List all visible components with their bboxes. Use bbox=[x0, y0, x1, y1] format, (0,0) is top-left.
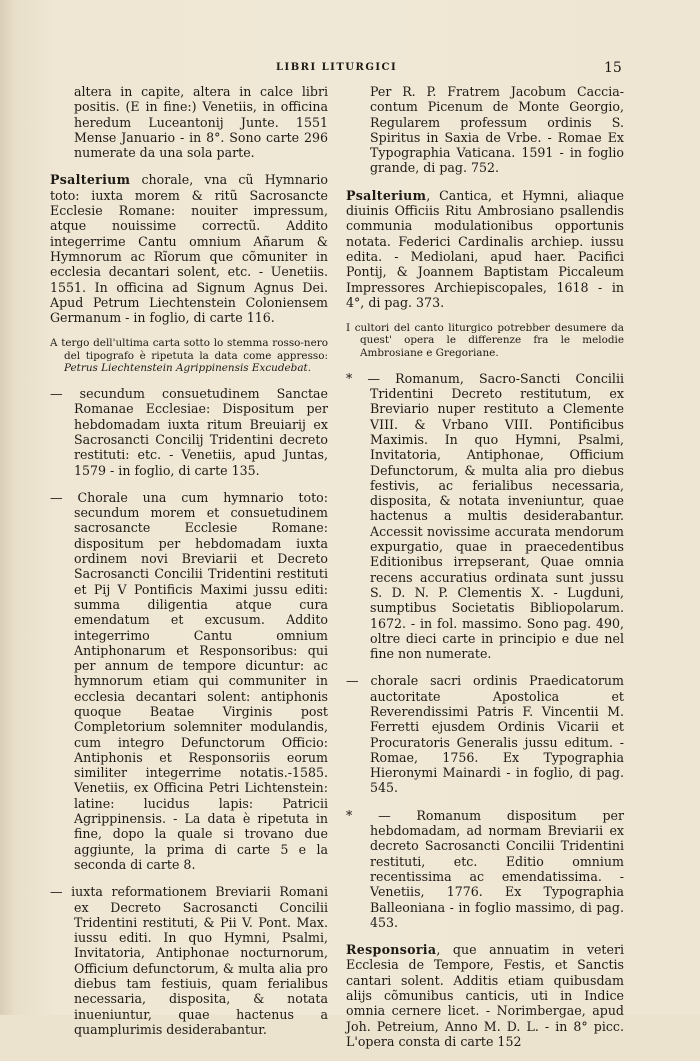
page-gutter-shadow bbox=[0, 0, 14, 1015]
right-column bbox=[346, 84, 624, 1061]
catalog-subentry: — chorale sacri ordinis Praedicatorum auctoritate Apostolica et Reverendissimi Patris F. Vincentii M. Ferretti ejusdem Ordinis Vicarii et Procuratoris Generalis jussu editum. - Romae, 1756. Ex Typographia Hieronymi Mainardi - in foglio, di pag. 545. bbox=[346, 673, 624, 796]
page-number: 15 bbox=[604, 60, 622, 76]
editorial-note: I cultori del canto liturgico potrebber desumere da quest' opera le differenze fra le melodie Ambrosiane e Gregoriane. bbox=[346, 322, 624, 359]
entry-headword: Psalterium bbox=[346, 187, 427, 203]
catalog-subentry: — secundum consuetudinem Sanctae Romanae Ecclesiae: Dispositum per hebdomadam iuxta ritum Breuiarij ex Sacrosancti Concilij Tridentini decreto restituti: etc. - Venetiis, apud Juntas, 1579 - in foglio, di carte 135. bbox=[50, 386, 328, 478]
editorial-note: A tergo dell'ultima carta sotto lo stemma rosso-nero del tipografo è ripetuta la data come appresso: Petrus Liechtenstein Agrippinensis Excudebat. bbox=[50, 337, 328, 374]
catalog-subentry: — iuxta reformationem Breviarii Romani ex Decreto Sacrosancti Concilii Tridentini restituti, & Pii V. Pont. Max. iussu editi. In quo Hymni, Psalmi, Invitatoria, Antiphonae nocturnorum, Officium defunctorum, & multa alia pro diebus tam festiuis, quam ferialibus necessaria, disposita, & notata inueniuntur, quae hactenus a quamplurimis desiderabantur. bbox=[50, 884, 328, 1037]
catalog-subentry: * — Romanum dispositum per hebdomadam, ad normam Breviarii ex decreto Sacrosancti Concilii Tridentini restituti, etc. Editio omnium recentissima ac emendatissima. - Venetiis, 1776. Ex Typographia Balleoniana - in foglio massimo, di pag. 453. bbox=[346, 807, 624, 930]
catalog-entry: Psalterium chorale, vna cũ Hymnario toto: iuxta morem & ritũ Sacrosancte Ecclesie Romane: nouiter impressum, atque nouissime correctũ. Addito integerrime Cantu omnium Añarum & Hymnorum ac Rĩorum que cõmuniter in ecclesia decantari solent, etc. - Uenetiis. 1551. In officina ad Signum Agnus Dei. Apud Petrum Liechtenstein Coloniensem Germanum - in foglio, di carte 116. bbox=[50, 172, 328, 326]
left-column bbox=[50, 84, 328, 1049]
catalog-entry: Responsoria, que annuatim in veteri Ecclesia de Tempore, Festis, et Sanctis cantari solent. Additis etiam quibusdam alijs cõmunibus canticis, uti in Indice omnia cernere licet. - Norimbergae, apud Joh. Petreium, Anno M. D. L. - in 8° picc. L'opera consta di carte 152 bbox=[346, 942, 624, 1049]
entry-continuation: Per R. P. Fratrem Jacobum Caccia-contum Picenum de Monte Georgio, Regularem professum ordinis S. Spiritus in Saxia de Vrbe. - Romae Ex Typographia Vaticana. 1591 - in foglio grande, di pag. 752. bbox=[370, 84, 624, 176]
running-title: LIBRI LITURGICI bbox=[276, 62, 398, 73]
catalog-subentry: — Chorale una cum hymnario toto: secundum morem et consuetudinem sacrosancte Ecclesie Romane: dispositum per hebdomadam iuxta ordinem novi Breviarii et Decreto Sacrosancti Concilii Tridentini restituti et Pij V Pontificis Maximi jussu editi: summa diligentia atque cura emendatum et excusum. Addito integerrimo Cantu omnium Antiphonarum et Responsoribus: qui per annum de tempore dicuntur: ac hymnorum etiam qui communiter in ecclesia decantari solent: antiphonis quoque Beatae Virginis post Completorium solemniter modulandis, cum integro Defunctorum Officio: Antiphonis et Responsoriis eorum similiter integerrime notatis.-1585. Venetiis, ex Officina Petri Lichtenstein: latine: lucidus lapis: Patricii Agrippinensis. - La data è ripetuta in fine, dopo la quale si trovano due aggiunte, la prima di carte 5 e la seconda di carte 8. bbox=[50, 489, 328, 872]
entry-continuation: altera in capite, altera in calce libri positis. (E in fine:) Venetiis, in officina heredum Luceantonij Junte. 1551 Mense Januario - in 8°. Sono carte 296 numerate da una sola parte. bbox=[74, 84, 328, 161]
catalog-entry: Psalterium, Cantica, et Hymni, aliaque diuinis Officiis Ritu Ambrosiano psallendis communia modulationibus opportunis notata. Federici Cardinalis archiep. iussu edita. - Mediolani, apud haer. Pacifici Pontij, & Joannem Baptistam Piccaleum Impressores Archiepiscopales, 1618 - in 4°, di pag. 373. bbox=[346, 187, 624, 310]
entry-headword: Psalterium bbox=[50, 172, 131, 188]
note-italic: Petrus Liechtenstein Agrippinensis Excudebat. bbox=[64, 361, 311, 374]
catalog-subentry: * — Romanum, Sacro-Sancti Concilii Tridentini Decreto restitutum, ex Breviario nuper restituto a Clemente VIII. & Vrbano VIII. Pontificibus Maximis. In quo Hymni, Psalmi, Invitatoria, Antiphonae, Officium Defunctorum, & multa alia pro diebus festivis, ac ferialibus necessaria, disposita, & notata inveniuntur, quae hactenus a multis desiderabantur. Accessit novissime accurata mendorum expurgatio, quae in praecedentibus Editionibus irrepserant, Quae omnia recens accuratius ordinata sunt jussu S. D. N. P. Clementis X. - Lugduni, sumptibus Societatis Bibliopolarum. 1672. - in fol. massimo. Sono pag. 490, oltre dieci carte in principio e due nel fine non numerate. bbox=[346, 370, 624, 662]
entry-headword: Responsoria bbox=[346, 942, 437, 958]
page-header bbox=[0, 60, 700, 80]
